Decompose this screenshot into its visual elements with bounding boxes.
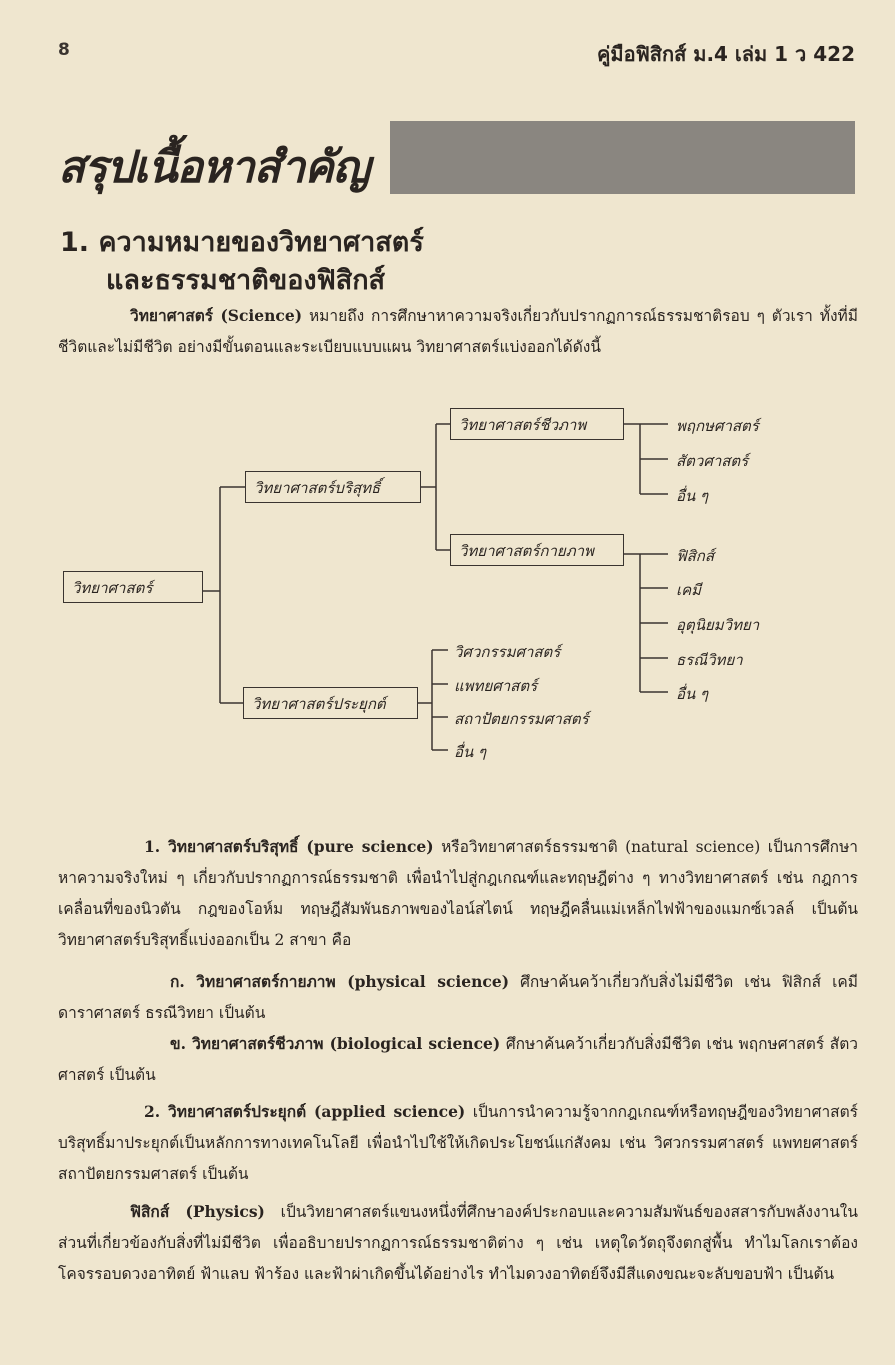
leaf-phys-3: อุตุนิยมวิทยา: [676, 616, 760, 634]
banner-title: สรุปเนื้อหาสำคัญ: [58, 142, 370, 193]
paragraph-physics: [58, 1196, 858, 1290]
pure-science-term: 1. วิทยาศาสตร์บริสุทธิ์ (pure science): [144, 837, 434, 856]
section-title-line2: และธรรมชาติของฟิสิกส์: [106, 265, 386, 296]
physical-science-text: ศึกษาค้นคว้าเกี่ยวกับสิ่งไม่มีชีวิต เช่น ฟิสิกส์ เคมี ดาราศาสตร์ ธรณีวิทยา เป็นต้น: [58, 973, 858, 1022]
physical-science-term: ก. วิทยาศาสตร์กายภาพ (physical science): [170, 972, 510, 991]
banner-background: [390, 121, 855, 194]
physics-text: เป็นวิทยาศาสตร์แขนงหนึ่งที่ศึกษาองค์ประกอบและความสัมพันธ์ของสสารกับพลังงานในส่วนที่เกี่ยวข้องกับสิ่งที่ไม่มีชีวิต เพื่ออธิบายปรากฏการณ์ธรรมชาติต่าง ๆ เช่น เหตุใดวัตถุจึงตกสู่พื้น ทำไมโลกเราต้องโคจรรอบดวงอาทิตย์ ฟ้าแลบ ฟ้าร้อง และฟ้าผ่าเกิดขึ้นได้อย่างไร ทำไมดวงอาทิตย์จึงมีสีแดงขณะจะลับขอบฟ้า เป็นต้น: [58, 1203, 858, 1283]
physics-term: ฟิสิกส์ (Physics): [130, 1202, 265, 1221]
biological-science-term: ข. วิทยาศาสตร์ชีวภาพ (biological science): [170, 1034, 501, 1053]
pure-science-text: หรือวิทยาศาสตร์ธรรมชาติ (natural science) เป็นการศึกษาหาความจริงใหม่ ๆ เกี่ยวกับปรากฏการณ์ธรรมชาติ เพื่อนำไปสู่กฎเกณฑ์และทฤษฎีต่าง ๆ ทางวิทยาศาสตร์ เช่น กฎการเคลื่อนที่ของนิวตัน กฎของโอห์ม ทฤษฎีสัมพันธภาพของไอน์สไตน์ ทฤษฎีคลื่นแม่เหล็กไฟฟ้าของแมกซ์เวลล์ เป็นต้น วิทยาศาสตร์บริสุทธิ์แบ่งออกเป็น 2 สาขา คือ: [58, 838, 858, 949]
page-number: 8: [58, 40, 70, 60]
intro-term: วิทยาศาสตร์ (Science): [130, 306, 303, 325]
applied-science-term: 2. วิทยาศาสตร์ประยุกต์ (applied science): [144, 1102, 466, 1121]
leaf-bio-3: อื่น ๆ: [676, 487, 709, 505]
leaf-applied-3: สถาปัตยกรรมศาสตร์: [454, 710, 589, 728]
leaf-applied-4: อื่น ๆ: [454, 743, 487, 761]
biological-science-text: ศึกษาค้นคว้าเกี่ยวกับสิ่งมีชีวิต เช่น พฤกษศาสตร์ สัตวศาสตร์ เป็นต้น: [58, 1035, 858, 1084]
leaf-applied-2: แพทยศาสตร์: [454, 677, 538, 695]
box-science: วิทยาศาสตร์: [63, 571, 203, 603]
section-title-line1: 1. ความหมายของวิทยาศาสตร์: [60, 227, 424, 258]
leaf-phys-4: ธรณีวิทยา: [676, 651, 743, 669]
intro-text: หมายถึง การศึกษาหาความจริงเกี่ยวกับปรากฏการณ์ธรรมชาติรอบ ๆ ตัวเรา ทั้งที่มีชีวิตและไม่มีชีวิต อย่างมีขั้นตอนและระเบียบแบบแผน วิทยาศาสตร์แบ่งออกได้ดังนี้: [58, 307, 858, 356]
leaf-phys-5: อื่น ๆ: [676, 685, 709, 703]
leaf-phys-2: เคมี: [676, 581, 702, 599]
running-head: คู่มือฟิสิกส์ ม.4 เล่ม 1 ว 422: [597, 42, 855, 66]
box-physical-science: วิทยาศาสตร์กายภาพ: [450, 534, 624, 566]
intro-paragraph: [58, 300, 858, 363]
paragraph-biological-science: [58, 1028, 858, 1091]
paragraph-applied-science: [58, 1096, 858, 1190]
leaf-bio-2: สัตวศาสตร์: [676, 452, 749, 470]
applied-science-text: เป็นการนำความรู้จากกฎเกณฑ์หรือทฤษฎีของวิทยาศาสตร์บริสุทธิ์มาประยุกต์เป็นหลักการทางเทคโนโลยี เพื่อนำไปใช้ให้เกิดประโยชน์แก่สังคม เช่น วิศวกรรมศาสตร์ แพทยศาสตร์ สถาปัตยกรรมศาสตร์ เป็นต้น: [58, 1103, 858, 1183]
leaf-applied-1: วิศวกรรมศาสตร์: [454, 643, 561, 661]
paragraph-physical-science: [58, 966, 858, 1029]
leaf-bio-1: พฤกษศาสตร์: [676, 417, 759, 435]
box-biological-science: วิทยาศาสตร์ชีวภาพ: [450, 408, 624, 440]
leaf-phys-1: ฟิสิกส์: [676, 547, 715, 565]
box-pure-science: วิทยาศาสตร์บริสุทธิ์: [245, 471, 421, 503]
paragraph-pure-science: [58, 831, 858, 956]
classification-diagram: [0, 390, 895, 790]
box-applied-science: วิทยาศาสตร์ประยุกต์: [243, 687, 418, 719]
